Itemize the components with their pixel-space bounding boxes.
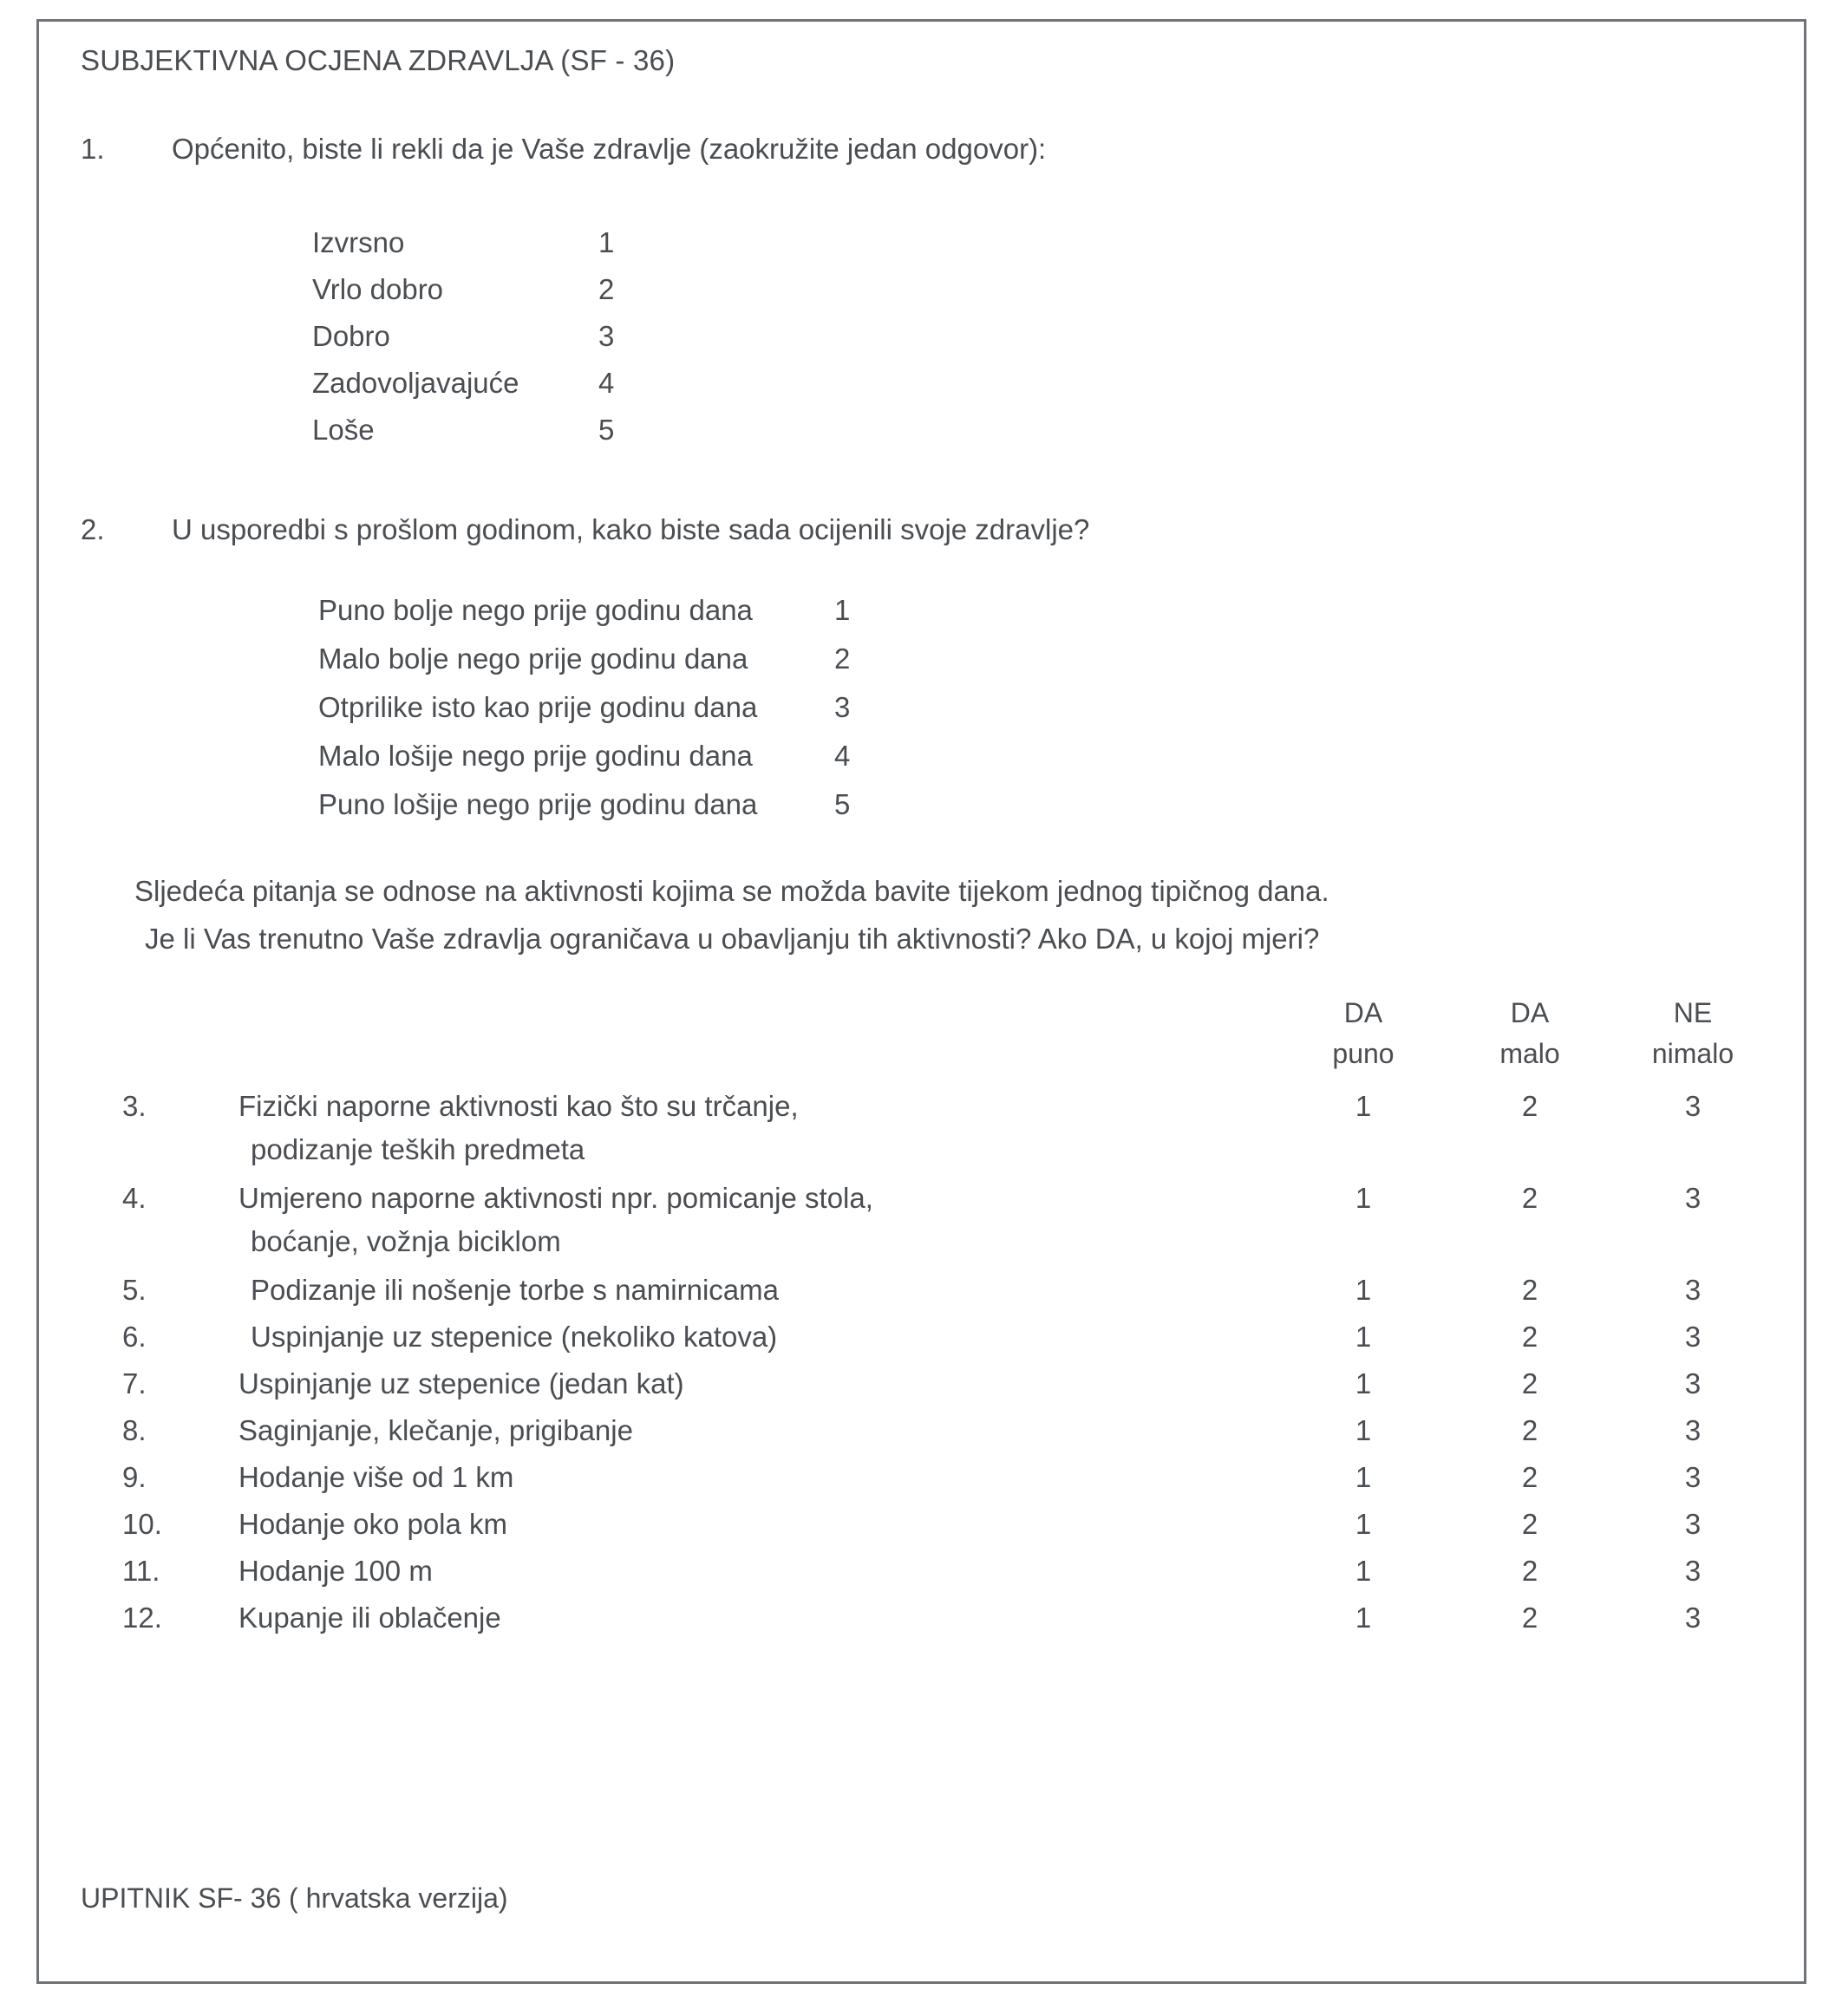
option-label: Loše <box>312 414 375 446</box>
table-row <box>81 1274 1728 1317</box>
row-value-da-puno[interactable]: 1 <box>1355 1182 1372 1214</box>
row-value-ne-nimalo[interactable]: 3 <box>1684 1321 1702 1353</box>
row-value-da-puno[interactable]: 1 <box>1355 1602 1372 1634</box>
row-label: Fizički naporne aktivnosti kao što su trčanje, <box>238 1090 799 1122</box>
row-number: 4. <box>122 1182 147 1214</box>
option-row[interactable] <box>318 691 850 740</box>
row-label: Saginjanje, klečanje, prigibanje <box>238 1414 633 1446</box>
page-title: SUBJEKTIVNA OCJENA ZDRAVLJA (SF - 36) <box>81 44 676 76</box>
table-row <box>81 1182 1728 1225</box>
row-label: Umjereno naporne aktivnosti npr. pomicanje stola, <box>238 1182 873 1214</box>
table-row <box>81 1555 1728 1598</box>
question-1 <box>81 133 1046 166</box>
row-value-ne-nimalo[interactable]: 3 <box>1684 1367 1702 1399</box>
option-row[interactable] <box>318 643 850 691</box>
option-row[interactable] <box>312 226 614 273</box>
option-row[interactable] <box>318 740 850 788</box>
row-number: 8. <box>122 1414 147 1446</box>
option-row[interactable] <box>318 594 850 643</box>
row-label: Uspinjanje uz stepenice (nekoliko katova) <box>251 1321 778 1353</box>
row-value-da-puno[interactable]: 1 <box>1355 1367 1372 1399</box>
row-value-da-puno[interactable]: 1 <box>1355 1090 1372 1122</box>
option-code: 4 <box>598 367 615 399</box>
option-row[interactable] <box>312 273 614 320</box>
column-header-top: NE <box>1673 997 1713 1028</box>
column-header-sub: puno <box>1332 1038 1395 1069</box>
row-label: Kupanje ili oblačenje <box>238 1602 501 1634</box>
row-value-da-malo[interactable]: 2 <box>1521 1555 1538 1587</box>
option-code: 5 <box>834 788 851 820</box>
matrix-column-header-ne-nimalo <box>1632 993 1754 1074</box>
row-value-da-malo[interactable]: 2 <box>1521 1090 1538 1122</box>
row-value-ne-nimalo[interactable]: 3 <box>1684 1090 1702 1122</box>
option-label: Izvrsno <box>312 226 405 258</box>
row-value-da-puno[interactable]: 1 <box>1355 1555 1372 1587</box>
row-value-da-puno[interactable]: 1 <box>1355 1461 1372 1493</box>
row-value-ne-nimalo[interactable]: 3 <box>1684 1414 1702 1446</box>
row-value-da-puno[interactable]: 1 <box>1355 1321 1372 1353</box>
option-label: Vrlo dobro <box>312 273 444 305</box>
option-label: Zadovoljavajuće <box>312 367 519 399</box>
question-1-text: Općenito, biste li rekli da je Vaše zdravlje (zaokružite jedan odgovor): <box>172 133 1047 165</box>
table-row <box>81 1367 1728 1411</box>
matrix-column-header-da-puno <box>1303 993 1424 1074</box>
option-label: Puno lošije nego prije godinu dana <box>318 788 758 820</box>
option-label: Malo bolje nego prije godinu dana <box>318 643 748 675</box>
column-header-sub: nimalo <box>1651 1038 1734 1069</box>
row-value-ne-nimalo[interactable]: 3 <box>1684 1602 1702 1634</box>
row-value-da-malo[interactable]: 2 <box>1521 1414 1538 1446</box>
option-code: 3 <box>598 320 615 352</box>
option-row[interactable] <box>312 367 614 414</box>
option-code: 2 <box>834 643 851 675</box>
row-value-da-malo[interactable]: 2 <box>1521 1321 1538 1353</box>
option-code: 3 <box>834 691 851 723</box>
table-row <box>81 1090 1728 1133</box>
row-value-ne-nimalo[interactable]: 3 <box>1684 1555 1702 1587</box>
option-code: 1 <box>834 594 851 626</box>
table-row-continuation <box>81 1225 1728 1269</box>
column-header-top: DA <box>1510 997 1550 1028</box>
row-value-ne-nimalo[interactable]: 3 <box>1684 1274 1702 1306</box>
row-value-da-malo[interactable]: 2 <box>1521 1274 1538 1306</box>
row-label: Hodanje više od 1 km <box>238 1461 514 1493</box>
row-value-ne-nimalo[interactable]: 3 <box>1684 1508 1702 1540</box>
table-row <box>81 1414 1728 1458</box>
column-header-top: DA <box>1343 997 1383 1028</box>
row-label: Hodanje oko pola km <box>238 1508 508 1540</box>
question-2-options <box>318 594 850 837</box>
row-label-continuation: boćanje, vožnja biciklom <box>251 1225 561 1257</box>
table-row <box>81 1602 1728 1645</box>
option-code: 4 <box>834 740 851 772</box>
option-label: Puno bolje nego prije godinu dana <box>318 594 753 626</box>
table-row <box>81 1508 1728 1551</box>
row-label: Uspinjanje uz stepenice (jedan kat) <box>238 1367 684 1399</box>
row-value-da-malo[interactable]: 2 <box>1521 1508 1538 1540</box>
question-2 <box>81 513 1089 546</box>
footer-note: UPITNIK SF- 36 ( hrvatska verzija) <box>81 1882 508 1914</box>
row-number: 6. <box>122 1321 147 1353</box>
instructions-line-2: Je li Vas trenutno Vaše zdravlja ograničava u obavljanju tih aktivnosti? Ako DA, u kojoj mjeri? <box>145 923 1320 955</box>
option-code: 2 <box>598 273 615 305</box>
row-value-da-puno[interactable]: 1 <box>1355 1508 1372 1540</box>
row-value-da-malo[interactable]: 2 <box>1521 1367 1538 1399</box>
option-label: Dobro <box>312 320 390 352</box>
option-code: 5 <box>598 414 615 446</box>
row-number: 7. <box>122 1367 147 1399</box>
option-label: Otprilike isto kao prije godinu dana <box>318 691 758 723</box>
option-row[interactable] <box>312 320 614 367</box>
row-number: 12. <box>122 1602 162 1634</box>
option-label: Malo lošije nego prije godinu dana <box>318 740 753 772</box>
question-2-text: U usporedbi s prošlom godinom, kako biste sada ocijenili svoje zdravlje? <box>172 513 1090 545</box>
column-header-sub: malo <box>1499 1038 1560 1069</box>
row-value-da-malo[interactable]: 2 <box>1521 1182 1538 1214</box>
activities-instructions <box>134 867 1329 962</box>
row-label: Hodanje 100 m <box>238 1555 433 1587</box>
row-number: 3. <box>122 1090 147 1122</box>
option-code: 1 <box>598 226 615 258</box>
questionnaire-page <box>36 19 1806 1984</box>
row-label-continuation: podizanje teških predmeta <box>251 1133 585 1165</box>
option-row[interactable] <box>312 414 614 460</box>
row-label: Podizanje ili nošenje torbe s namirnicama <box>251 1274 779 1306</box>
row-number: 5. <box>122 1274 147 1306</box>
row-number: 9. <box>122 1461 147 1493</box>
instructions-line-1: Sljedeća pitanja se odnose na aktivnosti kojima se možda bavite tijekom jednog tipičnog dana. <box>134 875 1329 907</box>
row-value-ne-nimalo[interactable]: 3 <box>1684 1461 1702 1493</box>
row-value-da-malo[interactable]: 2 <box>1521 1461 1538 1493</box>
row-value-da-puno[interactable]: 1 <box>1355 1414 1372 1446</box>
question-1-number: 1. <box>81 133 105 165</box>
row-number: 11. <box>122 1555 160 1587</box>
matrix-column-header-da-malo <box>1469 993 1591 1074</box>
row-number: 10. <box>122 1508 162 1540</box>
table-row <box>81 1321 1728 1364</box>
row-value-da-puno[interactable]: 1 <box>1355 1274 1372 1306</box>
row-value-da-malo[interactable]: 2 <box>1521 1602 1538 1634</box>
question-1-options <box>312 226 614 460</box>
row-value-ne-nimalo[interactable]: 3 <box>1684 1182 1702 1214</box>
question-2-number: 2. <box>81 513 105 545</box>
table-row-continuation <box>81 1133 1728 1177</box>
table-row <box>81 1461 1728 1504</box>
option-row[interactable] <box>318 788 850 837</box>
